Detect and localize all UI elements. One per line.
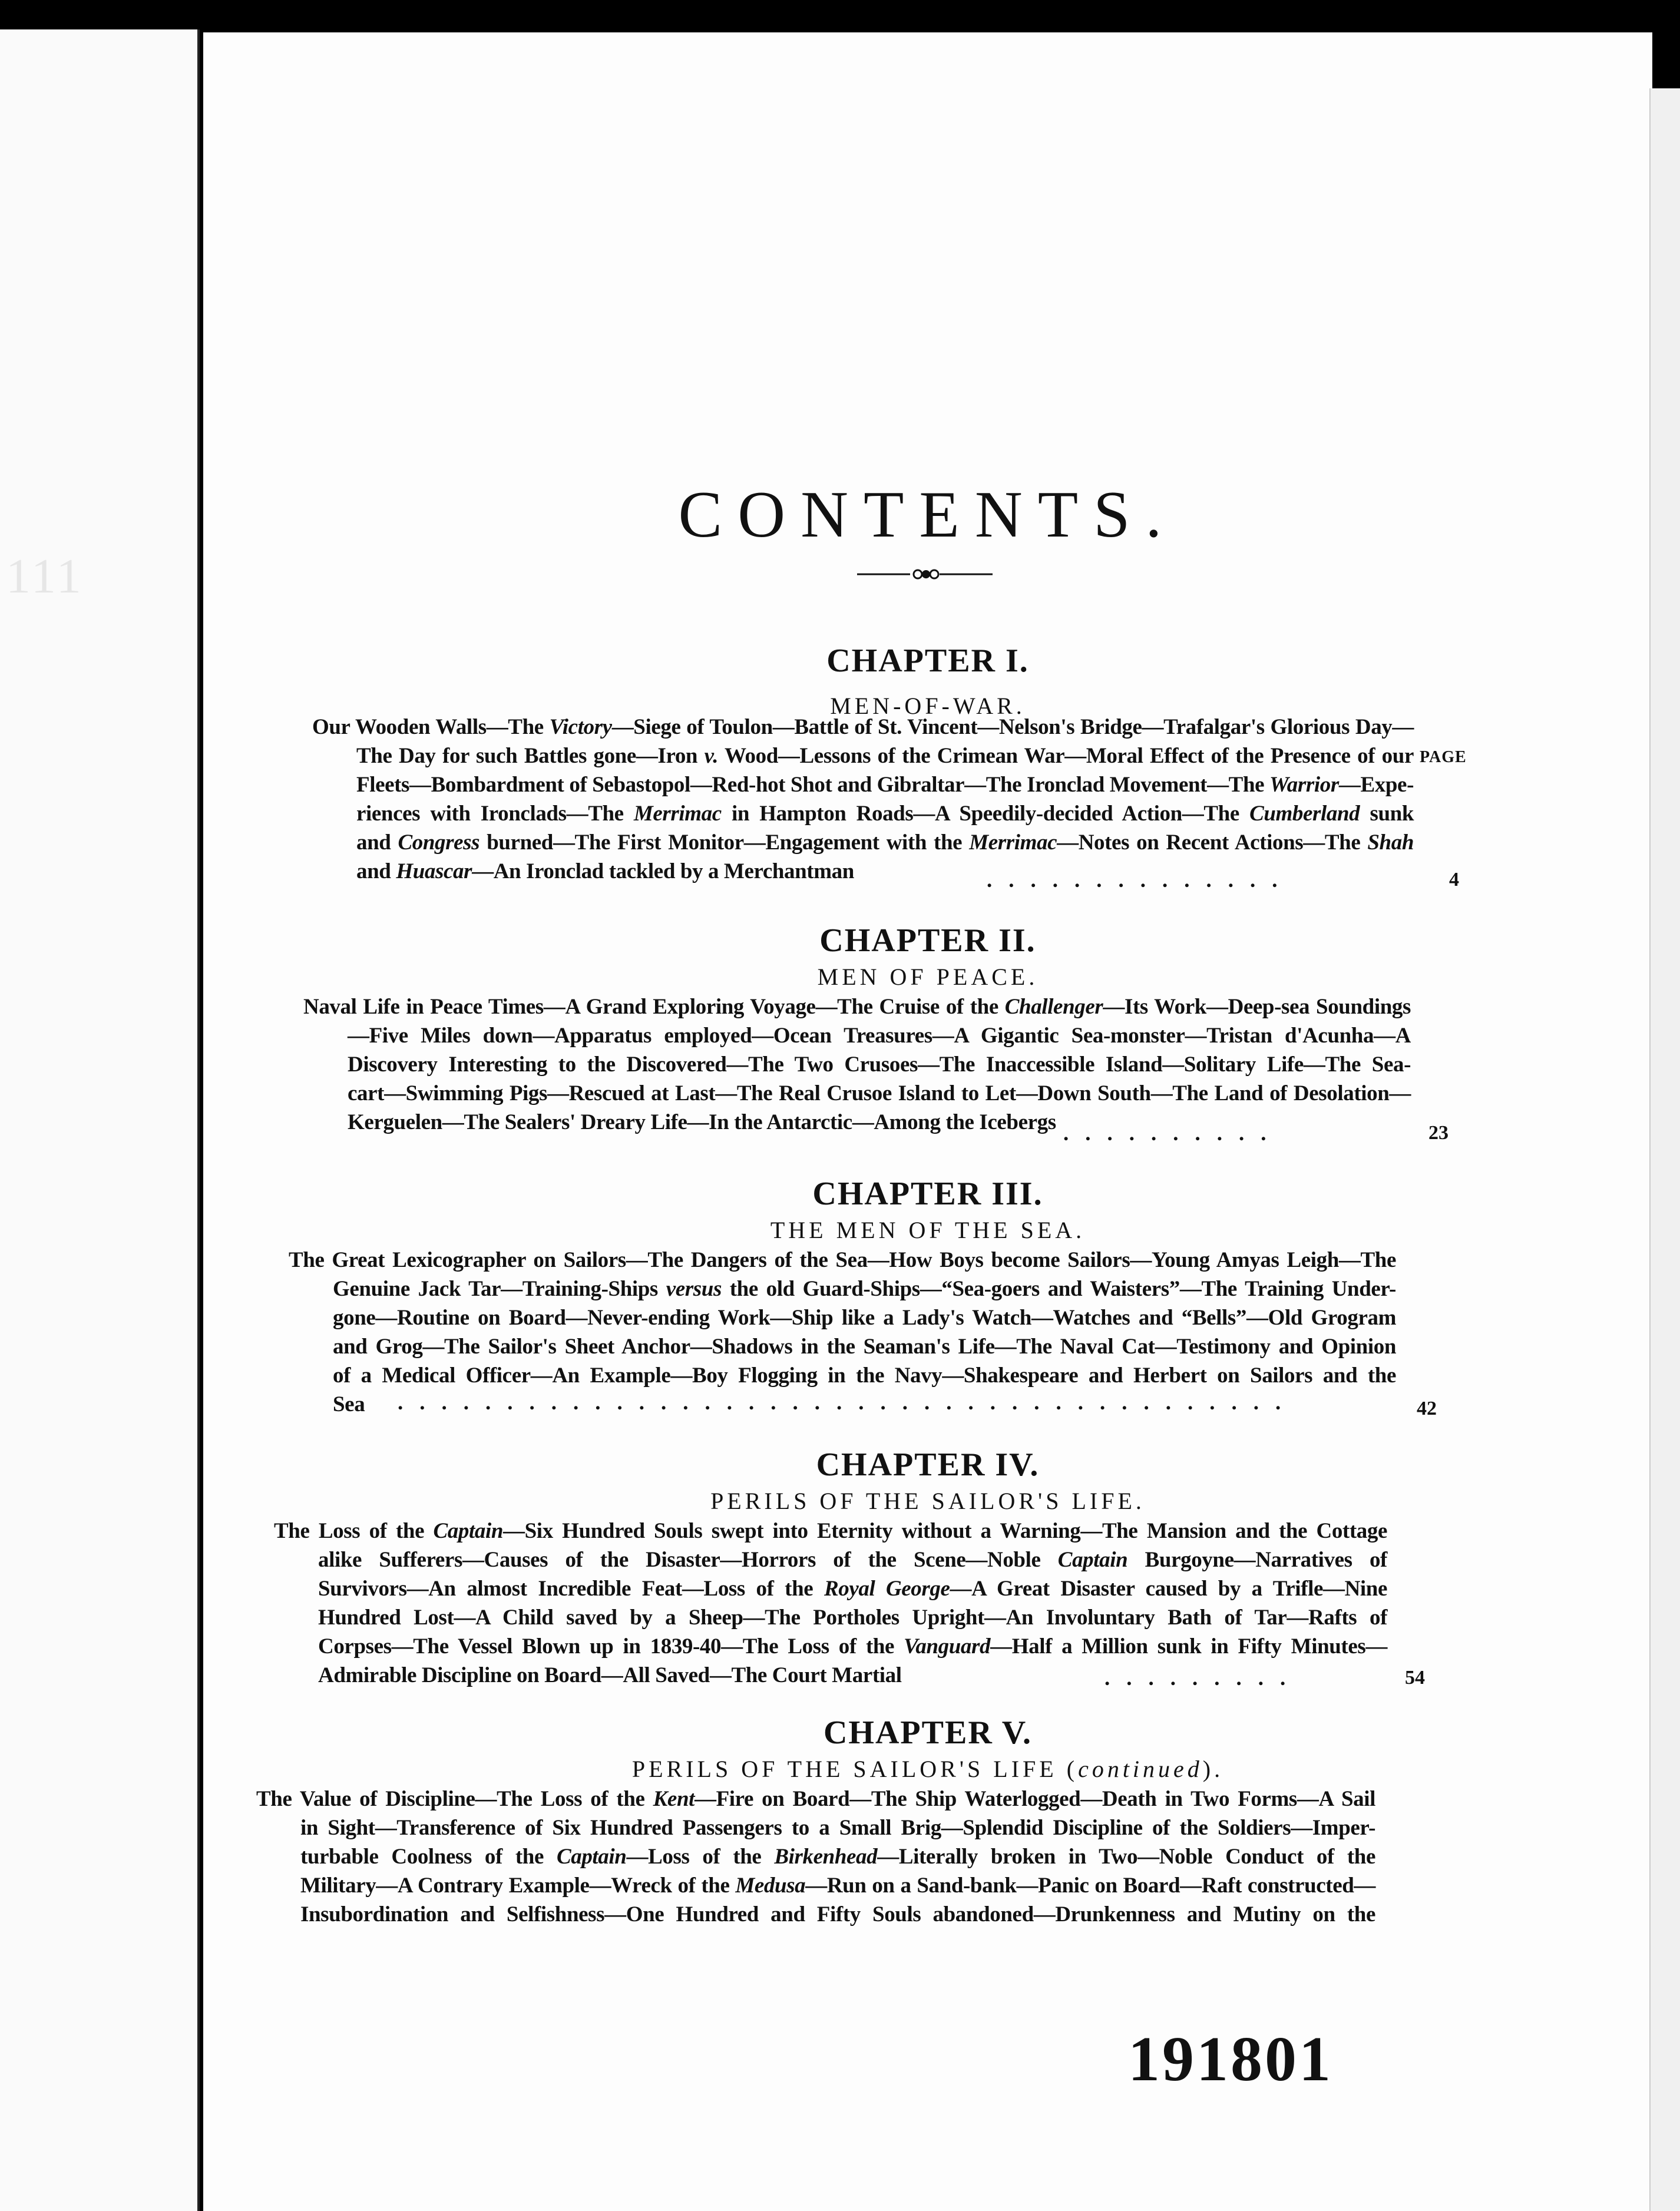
dot-leader: ..........: [1063, 1121, 1283, 1146]
synopsis-line: Genuine Jack Tar—Training-Ships versus the old Guard-Ships—“Sea-goers and Waisters”—The Training Under-: [333, 1277, 1396, 1301]
page-edge-strip: [1649, 88, 1680, 2211]
synopsis-line: The Loss of the Captain—Six Hundred Souls swept into Eternity without a Warning—The Mansion and the Cottage: [274, 1519, 1387, 1543]
chapter-subtitle: PERILS OF THE SAILOR'S LIFE.: [710, 1488, 1145, 1514]
chapter-synopsis: [274, 1517, 1387, 1690]
synopsis-line: Sea: [333, 1392, 365, 1416]
synopsis-line: The Value of Discipline—The Loss of the Kent—Fire on Board—The Ship Waterlogged—Death in Two Forms—A Sail: [256, 1787, 1375, 1811]
synopsis-line: The Great Lexicographer on Sailors—The Dangers of the Sea—How Boys become Sailors—Young Amyas Leigh—The: [289, 1248, 1396, 1272]
synopsis-line: Fleets—Bombardment of Sebastopol—Red-hot Shot and Gibraltar—The Ironclad Movement—The Warrior—Expe-: [356, 773, 1414, 797]
chapter-synopsis: [303, 992, 1411, 1137]
chapter-subtitle: THE MEN OF THE SEA.: [770, 1217, 1086, 1243]
synopsis-line: Kerguelen—The Sealers' Dreary Life—In the Antarctic—Among the Icebergs: [348, 1110, 1056, 1134]
ornament-rule: [851, 565, 998, 583]
chapter-subtitle: MEN-OF-WAR.: [830, 693, 1026, 719]
chapter-title: CHAPTER V.: [823, 1714, 1032, 1751]
synopsis-line: Military—A Contrary Example—Wreck of the Medusa—Run on a Sand-bank—Panic on Board—Raft constructed—: [300, 1874, 1376, 1898]
book-page: [203, 32, 1652, 2211]
page-number: 54: [1405, 1667, 1425, 1689]
synopsis-line: in Sight—Transference of Six Hundred Passengers to a Small Brig—Splendid Discipline of the Soldiers—Imper-: [300, 1816, 1375, 1840]
chapter-synopsis: [256, 1785, 1375, 1929]
dot-leader: .........................................: [398, 1391, 1298, 1415]
synopsis-line: Naval Life in Peace Times—A Grand Exploring Voyage—The Cruise of the Challenger—Its Work—Deep-sea Soundings: [303, 995, 1411, 1019]
synopsis-line: Hundred Lost—A Child saved by a Sheep—The Portholes Upright—An Involuntary Bath of Tar—Rafts of: [318, 1606, 1387, 1630]
synopsis-line: and Congress burned—The First Monitor—Engagement with the Merrimac—Notes on Recent Actions—The Shah: [356, 830, 1414, 855]
synopsis-line: Insubordination and Selfishness—One Hundred and Fifty Souls abandoned—Drunkenness and Mutiny on the: [300, 1902, 1375, 1927]
page-column-label: PAGE: [1420, 748, 1467, 766]
page-number: 23: [1428, 1122, 1448, 1144]
left-page-edge: [0, 29, 200, 2211]
chapter-subtitle: PERILS OF THE SAILOR'S LIFE (continued).: [631, 1756, 1224, 1782]
synopsis-line: alike Sufferers—Causes of the Disaster—Horrors of the Scene—Noble Captain Burgoyne—Narratives of: [318, 1548, 1387, 1572]
synopsis-line: The Day for such Battles gone—Iron v. Wood—Lessons of the Crimean War—Moral Effect of the Presence of our: [356, 744, 1414, 768]
synopsis-line: riences with Ironclads—The Merrimac in Hampton Roads—A Speedily-decided Action—The Cumberland sunk: [356, 802, 1414, 826]
chapter-title: CHAPTER III.: [812, 1176, 1043, 1212]
dot-leader: .........: [1104, 1666, 1302, 1690]
chapter-title: CHAPTER II.: [819, 922, 1036, 959]
synopsis-line: Survivors—An almost Incredible Feat—Loss of the Royal George—A Great Disaster caused by a Trifle—Nine: [318, 1577, 1387, 1601]
synopsis-line: gone—Routine on Board—Never-ending Work—Ship like a Lady's Watch—Watches and “Bells”—Old Grogram: [333, 1306, 1396, 1330]
synopsis-line: and Huascar—An Ironclad tackled by a Merchantman: [356, 859, 854, 883]
synopsis-line: Our Wooden Walls—The Victory—Siege of Toulon—Battle of St. Vincent—Nelson's Bridge—Trafalgar's Glorious Day—: [312, 715, 1414, 739]
synopsis-line: turbable Coolness of the Captain—Loss of the Birkenhead—Literally broken in Two—Noble Conduct of the: [300, 1845, 1376, 1869]
chapter-synopsis: [312, 713, 1414, 886]
synopsis-line: Discovery Interesting to the Discovered—The Two Crusoes—The Inaccessible Island—Solitary Life—The Sea-: [348, 1052, 1411, 1077]
synopsis-line: of a Medical Officer—An Example—Boy Flogging in the Navy—Shakespeare and Herbert on Sailors and the: [333, 1363, 1396, 1388]
chapter-title: CHAPTER IV.: [816, 1447, 1040, 1483]
synopsis-line: Corpses—The Vessel Blown up in 1839-40—The Loss of the Vanguard—Half a Million sunk in Fifty Minutes—: [318, 1634, 1387, 1659]
dot-leader: ..............: [987, 868, 1294, 892]
synopsis-line: Admirable Discipline on Board—All Saved—The Court Martial: [318, 1663, 902, 1687]
page-number: 42: [1417, 1398, 1437, 1419]
synopsis-line: cart—Swimming Pigs—Rescued at Last—The Real Crusoe Island to Let—Down South—The Land of Desolation—: [348, 1081, 1411, 1106]
contents-heading: CONTENTS.: [678, 478, 1178, 551]
synopsis-line: —Five Miles down—Apparatus employed—Ocean Treasures—A Gigantic Sea-monster—Tristan d'Acunha—A: [348, 1024, 1411, 1048]
chapter-title: CHAPTER I.: [826, 643, 1029, 679]
page-number: 4: [1449, 869, 1459, 891]
synopsis-line: and Grog—The Sailor's Sheet Anchor—Shadows in the Seaman's Life—The Naval Cat—Testimony and Opinion: [333, 1335, 1396, 1359]
bleed-through-mark: 111: [6, 549, 84, 604]
accession-stamp: 191801: [1128, 2024, 1333, 2094]
chapter-subtitle: MEN OF PEACE.: [817, 964, 1039, 990]
